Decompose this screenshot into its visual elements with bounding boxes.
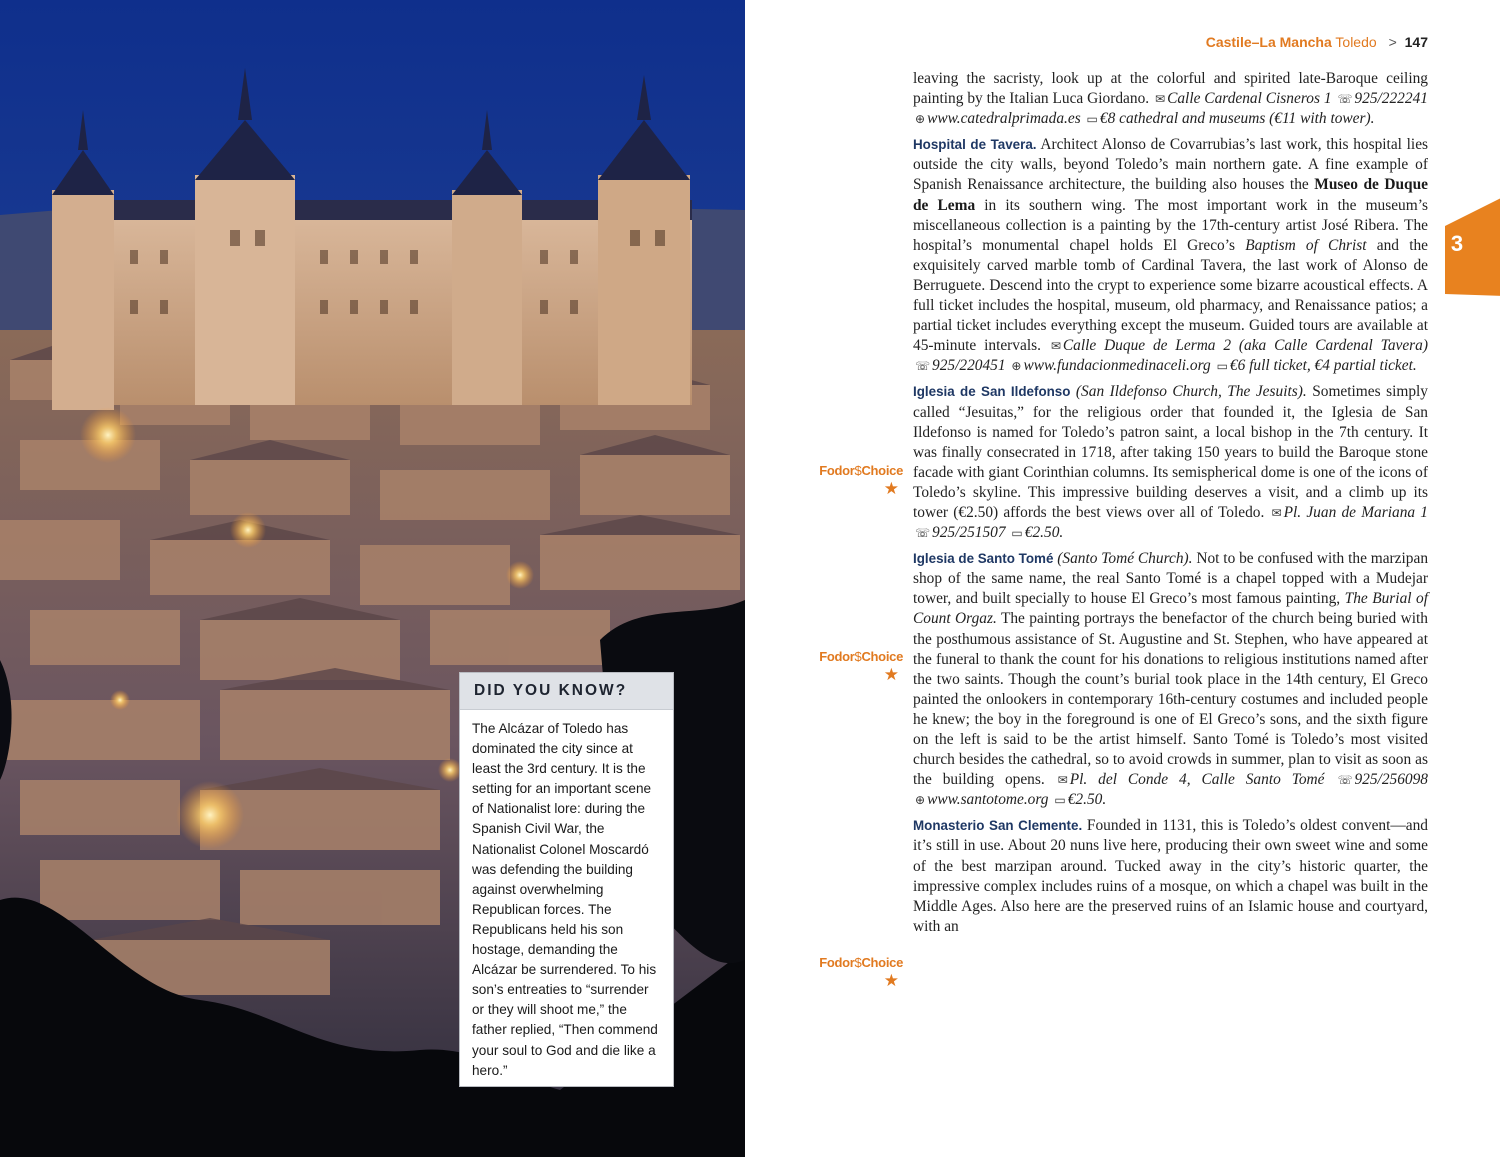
entry-hospital-de-tavera: Hospital de Tavera. Architect Alonso de Covarrubias’s last work, this hospital lies outside the city walls, beyond Toledo’s main northern gate. A fine example of Spanish Renaissance architecture, the building also houses the Museo de Duque de Lema in its southern wing. The most important work in the museum’s miscellaneous collection is a painting by the 17th-century artist José Ribera. The hospital’s monumental chapel holds El Greco’s Baptism of Christ and the exquisitely carved marble tomb of Cardinal Tavera, the last work of Alonso de Berruguete. Descend into the crypt to experience some bizarre acoustical effects. A full ticket includes the hospital, museum, old pharmacy, and Renaissance patios; a partial ticket includes everything except the museum. Guided tours are available at 45-minute intervals. ✉ Calle Duque de Lerma 2 (aka Calle Cardenal Tavera) ☏ 925/220451 ⊕ www.fundacionmedinaceli.org ▭ €6 full ticket, €4 partial ticket.	[913, 136, 1429, 375]
price-icon: ▭	[1086, 112, 1098, 127]
sidebar-title: DID YOU KNOW?	[460, 673, 673, 710]
entry-cathedral-continued: leaving the sacristy, look up at the colorful and spirited late-Baroque ceiling painting by the Italian Luca Giordano. ✉ Calle Cardenal Cisneros 1 ☏ 925/222241 ⊕ www.catedralprimada.es ▭ €8 cathedral and museums (€11 with tower).	[913, 70, 1428, 128]
entry-title: Iglesia de Santo Tomé	[913, 551, 1054, 567]
price-icon: ▭	[1011, 526, 1023, 541]
fodors-choice-badge	[811, 463, 903, 499]
entry-iglesia-de-san-ildefonso: Iglesia de San Ildefonso (San Ildefonso Church, The Jesuits). Sometimes simply called “Jesuitas,” for the religious order that founded it, the Iglesia de San Ildefonso is named for Toledo’s patron saint, a local bishop in the 7th century. It was finally consecrated in 1718, after taking 150 years to build the Baroque stone facade with giant Corinthian columns. Its semispherical dome is one of the icons of Toledo’s skyline. This impressive building deserves a visit, and a climb up its tower (€2.50) affords the best views over all of Toledo. ✉ Pl. Juan de Mariana 1 ☏ 925/251507 ▭ €2.50.	[913, 383, 1429, 542]
phone-icon: ☏	[915, 359, 931, 374]
price-icon: ▭	[1054, 793, 1066, 808]
price-icon: ▭	[1216, 359, 1228, 374]
phone-icon: ☏	[1337, 92, 1353, 107]
star-icon: ★	[883, 479, 899, 499]
phone-icon: ☏	[915, 526, 931, 541]
fodors-choice-label: Fodor$Choice	[819, 955, 903, 970]
fodors-choice-label: Fodor$Choice	[819, 463, 903, 478]
separator-icon: >	[1388, 34, 1397, 50]
body-column	[913, 69, 1428, 943]
entry-monasterio-san-clemente: Monasterio San Clemente. Founded in 1131, this is Toledo’s oldest convent—and it’s still in use. About 20 nuns live here, producing their own sweet wine and some of the best marzipan around. Tucked away in the city’s historic quarter, the impressive complex includes ruins of a mosque, on which a chapel was built in the Middle Ages. Also here are the preserved ruins of an Islamic house and courtyard, with an	[913, 817, 1428, 935]
web-icon: ⊕	[915, 112, 926, 127]
address-icon: ✉	[1271, 505, 1282, 520]
subsection-title: Toledo	[1335, 34, 1377, 50]
star-icon: ★	[883, 665, 899, 685]
star-icon: ★	[883, 971, 899, 991]
fodors-choice-badge	[811, 955, 903, 991]
did-you-know-sidebar	[459, 672, 674, 1087]
sidebar-text: The Alcázar of Toledo has dominated the city since at least the 3rd century. It is the setting for an important scene of Nationalist lore: during the Spanish Civil War, the Nationalist Colonel Moscardó was defending the building against overwhelming Republican forces. The Republicans held his son hostage, demanding the Alcázar be surrendered. To his son’s entreaties to “surrender or they will shoot me,” the father replied, “Then commend your soul to God and die like a hero.”	[472, 721, 658, 1078]
fodors-choice-label: Fodor$Choice	[819, 649, 903, 664]
phone-icon: ☏	[1337, 773, 1353, 788]
section-title: Castile–La Mancha	[1205, 34, 1332, 50]
address-icon: ✉	[1057, 773, 1068, 788]
entry-title: Monasterio San Clemente.	[913, 818, 1083, 834]
address-icon: ✉	[1155, 92, 1166, 107]
page-number: 147	[1404, 34, 1428, 50]
web-icon: ⊕	[915, 793, 926, 808]
entry-iglesia-de-santo-tome: Iglesia de Santo Tomé (Santo Tomé Church). Not to be confused with the marzipan shop of the same name, the real Santo Tomé is a chapel topped with a Mudejar tower, and built specially to house El Greco’s most famous painting, The Burial of Count Orgaz. The painting portrays the benefactor of the church being buried with the posthumous assistance of St. Augustine and St. Stephen, who have appeared at the funeral to thank the count for his donations to religious institutions named after the two saints. Though the count’s burial took place in the 14th century, El Greco painted the onlookers in contemporary 16th-century costumes and included people he knew; the boy in the foreground is one of El Greco’s sons, and the sixth figure on the left is said to be the artist himself. Santo Tomé is Toledo’s most visited church besides the cathedral, so to avoid crowds in summer, plan to visit as soon as the building opens. ✉ Pl. del Conde 4, Calle Santo Tomé ☏ 925/256098 ⊕ www.santotome.org ▭ €2.50.	[913, 550, 1429, 809]
web-icon: ⊕	[1011, 359, 1022, 374]
entry-title: Iglesia de San Ildefonso	[913, 384, 1071, 400]
address-icon: ✉	[1050, 339, 1061, 354]
fodors-choice-badge	[811, 649, 903, 685]
toledo-alcazar-night-photo	[0, 0, 745, 1157]
entry-title: Hospital de Tavera.	[913, 137, 1037, 153]
chapter-number: 3	[1450, 231, 1464, 256]
running-head	[1206, 34, 1428, 50]
